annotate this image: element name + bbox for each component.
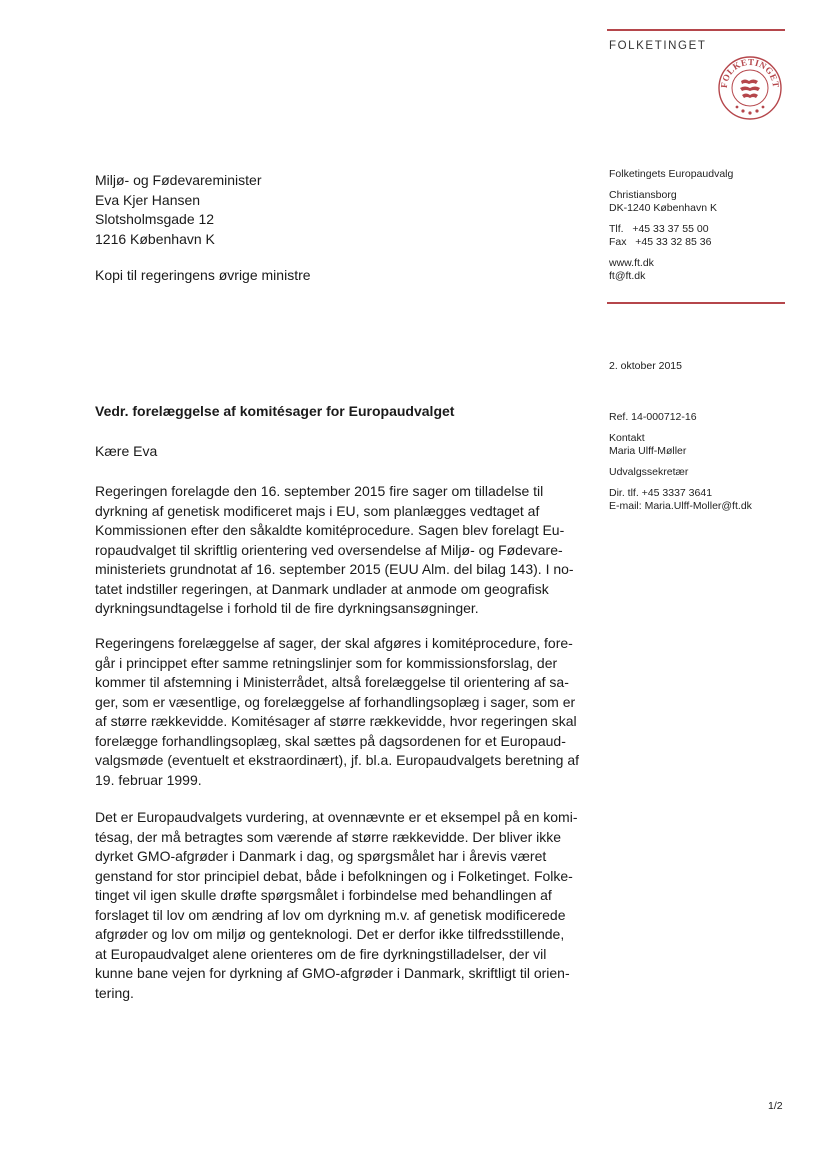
recipient-line: Slotsholmsgade 12 bbox=[95, 211, 215, 227]
sender-rule bbox=[607, 302, 785, 304]
copy-note: Kopi til regeringens øvrige ministre bbox=[95, 267, 311, 283]
body-paragraph-2 bbox=[95, 634, 585, 790]
paragraph-line: Kommissionen efter den såkaldte komitéprocedure. Sagen blev forelagt Eu- bbox=[95, 522, 565, 538]
paragraph-line: Regeringens forelæggelse af sager, der skal afgøres i komitéprocedure, fore- bbox=[95, 635, 573, 651]
paragraph-line: forelægge forhandlingsoplæg, skal sættes på dagsordenen for et Europaud- bbox=[95, 732, 566, 749]
paragraph-line: genstand for stor principiel debat, både i befolkningen og i Folketinget. Folke- bbox=[95, 867, 573, 884]
paragraph-line: dyrkningsundtagelse i forhold til de fire dyrkningsansøgninger. bbox=[95, 600, 479, 616]
paragraph-line: Det er Europaudvalgets vurdering, at ovennævnte er et eksempel på en komi- bbox=[95, 809, 578, 825]
paragraph-line: forslaget til lov om ændring af lov om dyrkning m.v. af genetisk modificerede bbox=[95, 906, 566, 923]
sender-website: www.ft.dk bbox=[609, 257, 654, 269]
paragraph-line: afgrøder og lov om miljø og genteknologi. Det er derfor ikke tilfredsstillende, bbox=[95, 926, 565, 942]
sender-fax: Fax +45 33 32 85 36 bbox=[609, 236, 712, 248]
sender-email: ft@ft.dk bbox=[609, 270, 646, 282]
contact-label: Kontakt bbox=[609, 432, 645, 444]
sender-address-line: Christiansborg bbox=[609, 189, 677, 201]
folketinget-seal-icon bbox=[717, 55, 783, 121]
letter-subject: Vedr. forelæggelse af komitésager for Europaudvalget bbox=[95, 403, 455, 419]
sender-name: Folketingets Europaudvalg bbox=[609, 168, 734, 180]
paragraph-line: af større rækkevidde. Komitésager af større rækkevidde, hvor regeringen skal bbox=[95, 713, 577, 729]
paragraph-line: valgsmøde (eventuelt et ekstraordinært), jf. bl.a. Europaudvalgets beretning af bbox=[95, 752, 580, 768]
recipient-line: Miljø- og Fødevareminister bbox=[95, 172, 262, 188]
brand-name: FOLKETINGET bbox=[609, 40, 707, 52]
paragraph-line: ropaudvalget til skriftlig orientering ved oversendelse af Miljø- og Fødevare- bbox=[95, 541, 563, 558]
contact-title: Udvalgssekretær bbox=[609, 466, 689, 478]
header-rule bbox=[607, 29, 785, 31]
paragraph-line: tatet indstiller regeringen, at Danmark undlader at anmode om geografisk bbox=[95, 580, 549, 597]
page-number: 1/2 bbox=[768, 1100, 783, 1112]
paragraph-line: tering. bbox=[95, 984, 134, 1001]
contact-direct-phone: Dir. tlf. +45 3337 3641 bbox=[609, 487, 713, 499]
body-paragraph-1 bbox=[95, 482, 585, 619]
paragraph-line: kunne bane vejen for dyrkning af GMO-afgrøder i Danmark, skriftligt til orien- bbox=[95, 965, 570, 981]
paragraph-line: at Europaudvalget alene orienteres om de fire dyrkningstilladelser, der vil bbox=[95, 945, 547, 962]
paragraph-line: tésag, der må betragtes som værende af større rækkevidde. Der bliver ikke bbox=[95, 828, 562, 845]
paragraph-line: går i princippet efter samme retningslinjer som for kommissionsforslag, der bbox=[95, 654, 558, 671]
recipient-line: Eva Kjer Hansen bbox=[95, 191, 201, 208]
salutation: Kære Eva bbox=[95, 443, 158, 459]
recipient-address bbox=[95, 171, 261, 249]
contact-name: Maria Ulff-Møller bbox=[609, 445, 687, 457]
paragraph-line: kommer til afstemning i Ministerrådet, altså forelæggelse til orientering af sa- bbox=[95, 674, 569, 690]
contact-email: E-mail: Maria.Ulff-Moller@ft.dk bbox=[609, 500, 752, 512]
paragraph-line: Regeringen forelagde den 16. september 2015 fire sager om tilladelse til bbox=[95, 483, 544, 499]
paragraph-line: dyrkning af genetisk modificeret majs i EU, som planlægges vedtaget af bbox=[95, 502, 540, 519]
reference-number: Ref. 14-000712-16 bbox=[609, 411, 697, 423]
letter-date: 2. oktober 2015 bbox=[609, 360, 682, 372]
body-paragraph-3 bbox=[95, 808, 585, 1003]
sender-address-line: DK-1240 København K bbox=[609, 202, 717, 214]
contact-details bbox=[609, 411, 752, 513]
sender-phone: Tlf. +45 33 37 55 00 bbox=[609, 223, 709, 235]
paragraph-line: dyrket GMO-afgrøder i Danmark i dag, og spørgsmålet har i årevis været bbox=[95, 848, 547, 864]
sender-details bbox=[609, 168, 733, 283]
paragraph-line: tinget vil igen skulle drøfte spørgsmålet i forbindelse med behandlingen af bbox=[95, 887, 552, 903]
recipient-line: 1216 København K bbox=[95, 230, 215, 247]
paragraph-line: 19. februar 1999. bbox=[95, 771, 202, 788]
paragraph-line: ger, som er væsentlige, og forelæggelse af forhandlingsoplæg i sager, som er bbox=[95, 693, 576, 710]
paragraph-line: ministeriets grundnotat af 16. september 2015 (EUU Alm. del bilag 143). I no- bbox=[95, 561, 574, 577]
svg-text:FOLKETINGET: FOLKETINGET bbox=[718, 56, 782, 89]
